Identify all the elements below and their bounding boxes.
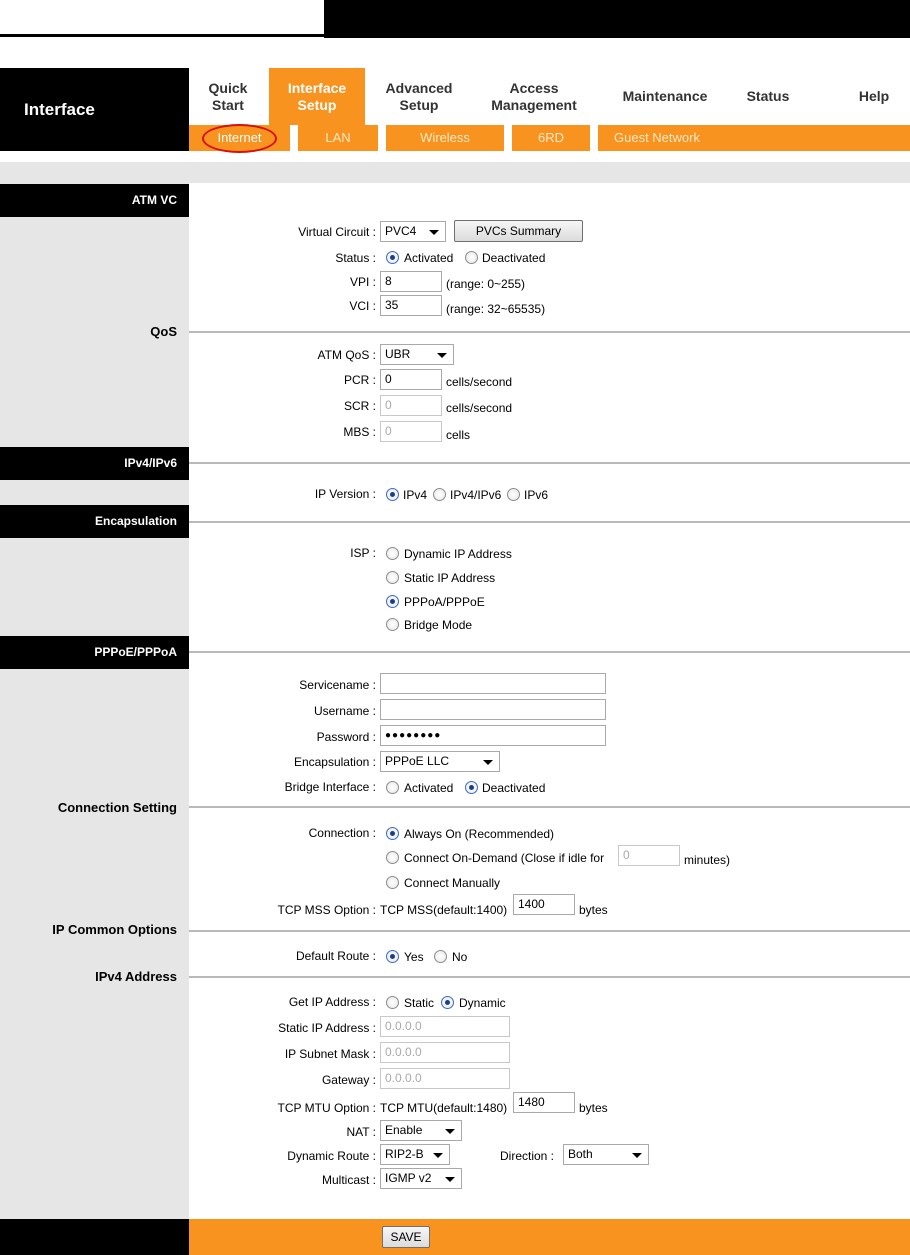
atm-qos-select[interactable] (380, 344, 454, 365)
bridge-interface-label: Bridge Interface : (284, 780, 376, 794)
footer-bar (189, 1219, 910, 1255)
bridge-activated-radio[interactable] (386, 781, 399, 794)
multicast-select[interactable] (380, 1168, 462, 1189)
encapsulation-select[interactable] (380, 751, 500, 772)
section-ip-common: IP Common Options (52, 922, 177, 937)
isp-dynamic-label: Dynamic IP Address (404, 547, 512, 561)
static-ip-label: Static IP Address : (278, 1021, 376, 1035)
bridge-activated-label: Activated (404, 781, 454, 795)
ipv6-radio[interactable] (507, 488, 520, 501)
virtual-circuit-select[interactable] (380, 221, 446, 242)
select-value: Both (568, 1147, 593, 1161)
tcp-mss-label: TCP MSS Option : (277, 903, 376, 917)
tcp-mtu-input[interactable]: 1480 (513, 1092, 575, 1113)
footer-left (0, 1219, 189, 1255)
tab-quick-start[interactable] (189, 68, 267, 125)
atm-qos-label: ATM QoS : (317, 348, 376, 362)
divider (189, 930, 910, 932)
nat-label: NAT : (346, 1125, 376, 1139)
status-activated-radio[interactable] (386, 251, 399, 264)
on-demand-radio[interactable] (386, 851, 399, 864)
connection-label: Connection : (308, 826, 376, 840)
dynamic-route-select[interactable] (380, 1144, 450, 1165)
subtab-guest-network[interactable]: Guest Network (614, 130, 700, 145)
section-ipv4ipv6: IPv4/IPv6 (0, 447, 189, 480)
tcp-mss-unit: bytes (579, 903, 608, 917)
scr-input[interactable]: 0 (380, 395, 442, 416)
isp-pppoa-label: PPPoA/PPPoE (404, 595, 485, 609)
subtab-6rd[interactable]: 6RD (537, 130, 564, 145)
save-button[interactable]: SAVE (382, 1226, 430, 1248)
mbs-input[interactable]: 0 (380, 421, 442, 442)
divider (189, 331, 910, 333)
virtual-circuit-label: Virtual Circuit : (298, 225, 376, 239)
subtab-wireless[interactable]: Wireless (420, 130, 470, 145)
mbs-unit: cells (446, 428, 471, 442)
section-ipv4-address: IPv4 Address (95, 969, 177, 984)
select-value: PPPoE LLC (385, 754, 450, 768)
idle-minutes-unit: minutes) (684, 853, 731, 867)
servicename-label: Servicename : (299, 678, 376, 692)
isp-label: ISP : (350, 546, 376, 560)
direction-select[interactable] (563, 1144, 649, 1165)
ipv4-radio[interactable] (386, 488, 399, 501)
vpi-label: VPI : (349, 275, 376, 289)
chevron-down-icon (433, 1153, 443, 1158)
tab-status[interactable] (730, 68, 806, 125)
isp-bridge-radio[interactable] (386, 618, 399, 631)
default-route-label: Default Route : (295, 949, 376, 963)
tab-label: Help (858, 88, 890, 104)
scr-unit: cells/second (446, 401, 513, 415)
pvcs-summary-button[interactable]: PVCs Summary (454, 220, 583, 242)
ipv4ipv6-radio[interactable] (433, 488, 446, 501)
subtab-separator (290, 125, 298, 151)
pcr-input[interactable]: 0 (380, 369, 442, 390)
section-encapsulation: Encapsulation (0, 505, 189, 538)
chevron-down-icon (445, 1129, 455, 1134)
tcp-mss-default: TCP MSS(default:1400) (380, 903, 508, 917)
always-on-label: Always On (Recommended) (404, 827, 555, 841)
get-ip-dynamic-radio[interactable] (441, 996, 454, 1009)
tab-advanced-setup[interactable] (367, 68, 471, 125)
highlight-circle (202, 124, 277, 153)
divider (189, 462, 910, 464)
tab-label: Interface Setup (287, 79, 347, 113)
tab-help[interactable] (838, 68, 910, 125)
default-route-no-radio[interactable] (434, 950, 447, 963)
password-label: Password : (316, 730, 376, 744)
nat-select[interactable] (380, 1120, 462, 1141)
chevron-down-icon (632, 1153, 642, 1158)
connect-manually-radio[interactable] (386, 876, 399, 889)
chevron-down-icon (429, 230, 439, 235)
vci-label: VCI : (349, 299, 376, 313)
tab-interface-setup[interactable] (269, 68, 365, 125)
nav-section-title: Interface (24, 100, 95, 119)
scr-label: SCR : (343, 399, 376, 413)
divider (189, 976, 910, 978)
section-column (0, 183, 189, 1235)
default-route-yes-radio[interactable] (386, 950, 399, 963)
top-banner-left (0, 0, 324, 36)
section-connection-setting: Connection Setting (57, 800, 177, 815)
isp-pppoa-radio[interactable] (386, 595, 399, 608)
status-label: Status : (335, 251, 376, 265)
tcp-mtu-label: TCP MTU Option : (277, 1101, 376, 1115)
connect-manually-label: Connect Manually (404, 876, 501, 890)
subnet-mask-label: IP Subnet Mask : (284, 1047, 376, 1061)
static-ip-input[interactable]: 0.0.0.0 (380, 1016, 510, 1037)
tab-label: Status (746, 88, 790, 104)
top-banner-line (0, 34, 324, 37)
isp-bridge-label: Bridge Mode (404, 618, 473, 632)
vpi-range: (range: 0~255) (446, 277, 526, 291)
servicename-input[interactable] (380, 673, 606, 694)
default-route-no-label: No (452, 950, 468, 964)
get-ip-static-radio[interactable] (386, 996, 399, 1009)
get-ip-label: Get IP Address : (288, 995, 376, 1009)
subtab-separator (378, 125, 386, 151)
username-label: Username : (313, 704, 376, 718)
isp-static-radio[interactable] (386, 571, 399, 584)
pcr-label: PCR : (343, 373, 376, 387)
ipv4ipv6-label: IPv4/IPv6 (450, 488, 502, 502)
section-atm-vc: ATM VC (0, 184, 189, 217)
tab-label: Maintenance (622, 88, 708, 104)
select-value: IGMP v2 (385, 1171, 432, 1185)
subtab-separator (590, 125, 598, 151)
header-strip (0, 162, 910, 183)
section-pppoe: PPPoE/PPPoA (0, 636, 189, 669)
divider (189, 651, 910, 653)
divider (189, 521, 910, 523)
always-on-radio[interactable] (386, 827, 399, 840)
bridge-deactivated-label: Deactivated (482, 781, 546, 795)
subnet-mask-input[interactable]: 0.0.0.0 (380, 1042, 510, 1063)
username-input[interactable] (380, 699, 606, 720)
mbs-label: MBS : (343, 425, 376, 439)
vci-input[interactable]: 35 (380, 295, 442, 316)
subtab-lan[interactable]: LAN (325, 130, 351, 145)
tab-access-management[interactable] (473, 68, 595, 125)
status-activated-label: Activated (404, 251, 454, 265)
ipv6-label: IPv6 (524, 488, 549, 502)
tab-label: Quick Start (208, 79, 248, 113)
isp-static-label: Static IP Address (404, 571, 496, 585)
chevron-down-icon (437, 353, 447, 358)
isp-dynamic-radio[interactable] (386, 547, 399, 560)
select-value: UBR (385, 347, 411, 361)
get-ip-dynamic-label: Dynamic (459, 996, 506, 1010)
tab-label: Access Management (491, 79, 577, 113)
default-route-yes-label: Yes (404, 950, 424, 964)
chevron-down-icon (483, 760, 493, 765)
direction-label: Direction : (500, 1149, 555, 1163)
gateway-input[interactable]: 0.0.0.0 (380, 1068, 510, 1089)
idle-minutes-input[interactable]: 0 (618, 845, 680, 866)
section-qos: QoS (150, 324, 177, 339)
vci-range: (range: 32~65535) (446, 302, 546, 316)
pcr-unit: cells/second (446, 375, 513, 389)
ipv4-label: IPv4 (403, 488, 428, 502)
password-input[interactable]: ●●●●●●●● (380, 725, 606, 746)
get-ip-static-label: Static (404, 996, 435, 1010)
gateway-label: Gateway : (321, 1073, 376, 1087)
tab-maintenance[interactable] (600, 68, 730, 125)
divider (189, 806, 910, 808)
tcp-mss-input[interactable]: 1400 (513, 894, 575, 915)
on-demand-label: Connect On-Demand (Close if idle for (404, 851, 605, 865)
dynamic-route-label: Dynamic Route : (287, 1149, 376, 1163)
encapsulation-label: Encapsulation : (293, 755, 376, 769)
status-deactivated-label: Deactivated (482, 251, 546, 265)
subtab-separator (504, 125, 512, 151)
tcp-mtu-unit: bytes (579, 1101, 608, 1115)
tcp-mtu-default: TCP MTU(default:1480) (380, 1101, 508, 1115)
select-value: Enable (385, 1123, 423, 1137)
subtab-internet[interactable]: Internet (217, 130, 262, 145)
select-value: PVC4 (385, 224, 417, 238)
chevron-down-icon (445, 1177, 455, 1182)
status-deactivated-radio[interactable] (465, 251, 478, 264)
multicast-label: Multicast : (321, 1173, 376, 1187)
top-banner-right (324, 0, 910, 38)
tab-label: Advanced Setup (385, 79, 453, 113)
select-value: RIP2-B (385, 1147, 424, 1161)
ip-version-label: IP Version : (314, 487, 376, 501)
bridge-deactivated-radio[interactable] (465, 781, 478, 794)
vpi-input[interactable]: 8 (380, 271, 442, 292)
